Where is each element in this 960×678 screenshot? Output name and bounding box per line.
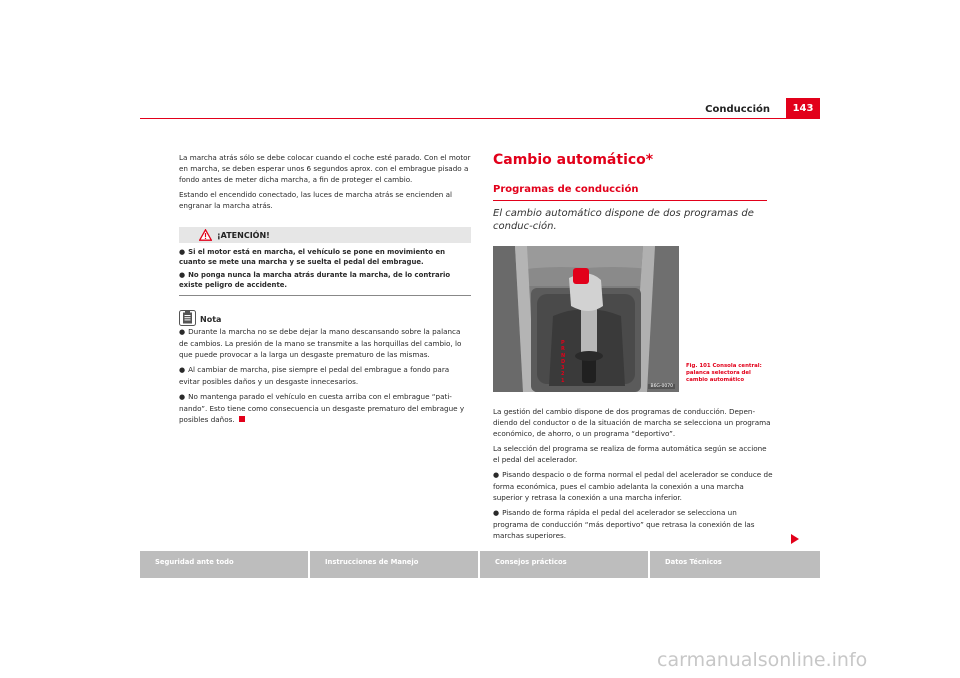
figure-caption: Fig. 101 Consola central: palanca selectora del cambio automático [686,363,762,383]
bullet-icon: ● [179,328,186,336]
figure-code: B6G-0070 [650,384,673,389]
figure-gear-selector [493,246,679,392]
warning-item: ● Si el motor está en marcha, el vehículo se pone en movimiento en cuanto se mete una marcha y se suelta el pedal del embrague. [179,248,446,266]
bullet-icon: ● [493,471,500,479]
watermark: carmanualsonline.info [657,649,868,671]
paragraph: La gestión del cambio dispone de dos programas de conducción. Depen-diendo del conductor o de la situación de marcha se selecciona un programa económico, de ahorro, o un programa “deportivo”. [493,407,771,438]
bullet-item: ● Pisando despacio o de forma normal el pedal del acelerador se conduce de forma económica, pues el cambio adelanta la conexión a una marcha superior y retrasa la conexión a una marcha inferior. [493,470,773,502]
note-title: Nota [200,315,222,324]
gear-label: 2 [561,371,565,378]
section-end-marker [239,416,245,422]
subsection-title: Programas de conducción [493,184,639,195]
gear-selector-illustration [493,246,679,392]
paragraph: Estando el encendido conectado, las luces de marcha atrás se encienden al engranar la marcha atrás. [179,190,452,210]
note-header [179,310,471,326]
note-item: ● No mantenga parado el vehículo en cuesta arriba con el embrague “pati-nando”. Esto tiene como consecuencia un desgaste prematuro del embrague y posibles daños. [179,392,465,424]
warning-body [179,243,471,296]
note-item: ● Al cambiar de marcha, pise siempre el pedal del embrague a fondo para evitar posibles daños y un desgaste innecesarios. [179,365,450,386]
bullet-icon: ● [179,393,186,401]
subsection-rule [493,200,767,201]
tab-seguridad[interactable]: Seguridad ante todo [140,551,308,578]
warning-item: ● No ponga nunca la marcha atrás durante la marcha, de lo contrario existe peligro de accidente. [179,271,451,289]
paragraph: La selección del programa se realiza de forma automática según se accione el pedal del acelerador. [493,444,767,464]
warning-box [179,227,471,296]
left-intro [179,152,471,215]
gear-label: 3 [561,365,565,372]
right-body [493,406,773,545]
gear-label: R [561,346,565,353]
bullet-icon: ● [179,248,186,256]
section-title: Cambio automático* [493,152,654,168]
note-item: ● Durante la marcha no se debe dejar la mano descansando sobre la palanca de cambios. La presión de la mano se transmite a las horquillas del cambio, lo que puede provocar a la larga un desgaste prematuro de las mismas. [179,327,462,359]
gear-label: 1 [561,377,565,384]
warning-title: ¡ATENCIÓN! [217,231,270,240]
note-box [179,310,471,429]
page-number: 143 [786,98,820,119]
gear-positions [561,340,565,384]
bullet-icon: ● [179,271,186,279]
bullet-icon: ● [179,366,186,374]
paragraph: La marcha atrás sólo se debe colocar cuando el coche esté parado. Con el motor en marcha, se deben esperar unos 6 segundos aprox. con el embrague pisado a fondo antes de meter dicha marcha, a fin de proteger el cambio. [179,153,471,184]
tab-consejos[interactable]: Consejos prácticos [480,551,648,578]
warning-triangle-icon [199,229,212,244]
warning-header [179,227,471,243]
next-page-arrow-icon[interactable] [790,530,800,549]
gear-label: N [561,352,566,359]
note-icon [179,310,196,329]
gear-label: P [561,340,565,346]
header-rule [140,118,820,119]
bullet-icon: ● [493,509,500,517]
tab-instrucciones[interactable]: Instrucciones de Manejo [310,551,478,578]
gear-label: D [561,358,566,365]
chapter-title: Conducción [705,104,770,115]
bullet-item: ● Pisando de forma rápida el pedal del acelerador se selecciona un programa de conducción “más deportivo” que retrasa la conexión de las marchas superiores. [493,508,755,540]
lead-text: El cambio automático dispone de dos programas de conduc-ción. [493,208,754,232]
tab-datos-tecnicos[interactable]: Datos Técnicos [650,551,820,578]
